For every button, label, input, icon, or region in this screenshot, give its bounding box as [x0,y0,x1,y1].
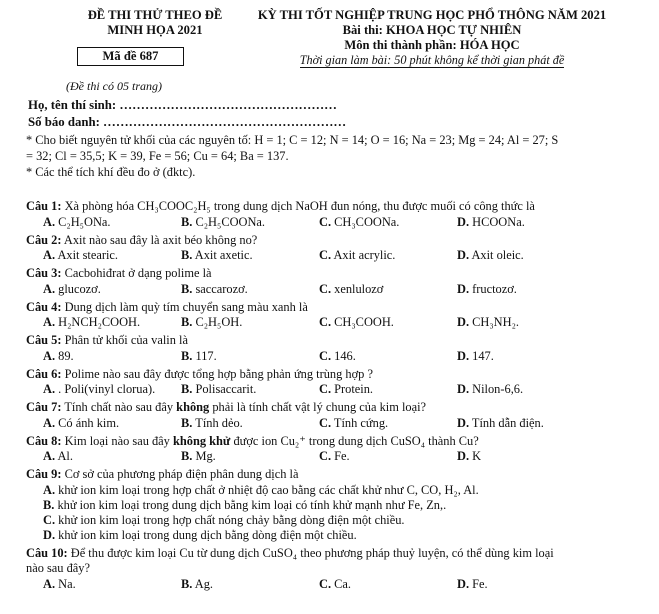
question [26,400,636,431]
option-text: Tính dẻo. [192,415,243,430]
question-stem [26,199,636,215]
option-letter: B. [43,497,55,512]
answer-option [319,248,457,263]
answer-options [26,416,636,431]
option-letter: C. [319,248,332,262]
option-letter: A. [43,281,56,296]
option-letter: B. [181,214,193,229]
answer-option [319,382,457,397]
answer-option [181,349,319,364]
option-letter: A. [43,415,56,430]
answer-option [43,215,181,230]
question-label: Câu 3: [26,266,62,280]
option-letter: B. [181,415,193,430]
option-letter: D. [43,527,56,542]
question-label: Câu 10: [26,545,68,560]
answer-option [43,248,181,263]
option-text: Fe. [331,449,350,463]
answer-option [319,449,457,464]
answer-option [181,215,319,230]
answer-option [43,416,181,431]
option-text: Axit oleic. [469,248,524,262]
answer-option [319,416,457,431]
option-text: fructozơ. [469,281,517,296]
answer-option [181,315,319,330]
option-letter: B. [181,248,193,262]
answer-option [43,449,181,464]
exam-code-box: Mã đề 687 [77,47,184,66]
atomic-mass-note-2: = 32; Cl = 35,5; K = 39, Fe = 56; Cu = 64; Ba = 137. [26,149,289,163]
answer-options [26,315,636,330]
exam-name: Bài thi: KHOA HỌC TỰ NHIÊN [342,23,522,37]
option-text: saccarozơ. [192,281,248,296]
candidate-name-field: Họ, tên thí sinh: …………………………………………… [28,98,337,112]
option-letter: D. [457,382,470,396]
atomic-mass-note-1: * Cho biết nguyên tử khối của các nguyên tố: H = 1; C = 12; N = 14; O = 16; Na = 23; Mg = 24; Al = 27; S [26,133,559,147]
answer-option [43,349,181,364]
question-label: Câu 8: [26,433,62,448]
answer-option [181,577,319,592]
question-text: Polime nào sau đây được tổng hợp bằng phản ứng trùng hợp ? [64,366,373,381]
option-text: Tính cứng. [331,415,389,430]
question-stem [26,266,636,282]
answer-options [26,449,636,464]
answer-option [26,528,636,543]
question-label: Câu 4: [26,299,62,314]
option-text: 117. [192,348,217,363]
question-text: Kim loại nào sau đây [64,433,173,448]
exam-notes [26,132,632,180]
question-stem [26,434,636,450]
option-text: Protein. [331,382,374,396]
option-text: CH₃COOH. [331,315,394,329]
option-letter: A. [43,449,56,463]
option-letter: B. [181,315,193,329]
option-text: Ag. [192,576,214,591]
option-letter: B. [181,281,193,296]
option-letter: B. [181,576,193,591]
option-letter: C. [43,512,56,527]
question [26,199,636,230]
option-letter: D. [457,348,470,363]
option-text: Na. [55,576,76,591]
answer-options [26,248,636,263]
option-text: 146. [331,348,356,363]
answer-option [26,483,636,498]
option-text: C₂H₅COONa. [192,214,266,229]
question-label: Câu 6: [26,366,62,381]
option-text: 147. [469,348,494,363]
question-label: Câu 9: [26,467,62,481]
option-text: HCOONa. [469,214,525,229]
answer-option [43,382,181,397]
candidate-id-field: Số báo danh: ………………………………………………… [28,115,347,129]
option-letter: D. [457,214,470,229]
answer-options [26,349,636,364]
answer-option [319,315,457,330]
question-stem [26,367,636,383]
exam-subject: Môn thi thành phần: HÓA HỌC [344,38,520,52]
option-text: Có ánh kim. [55,415,120,430]
question-stem [26,467,636,483]
answer-option [43,315,181,330]
gas-volume-note: * Các thể tích khí đều đo ở (đktc). [26,165,196,179]
option-text: khử ion kim loại trong dung dịch bằng kim loại có tính khử mạnh như Fe, Zn,. [54,497,447,512]
option-text: H₂NCH₂COOH. [55,315,141,329]
question-text: được ion Cu₂⁺ trong dung dịch CuSO₄ thành Cu? [230,433,479,448]
option-text: Al. [55,449,73,463]
answer-option [181,248,319,263]
question-stem [26,546,636,562]
option-letter: B. [181,348,193,363]
question-text: Axit nào sau đây là axit béo không no? [63,232,258,247]
option-letter: A. [43,315,56,329]
option-letter: C. [319,415,332,430]
question-text-emphasis: không [176,400,210,414]
answer-option [319,282,457,297]
question-text-continued: nào sau đây? [26,561,90,575]
option-letter: A. [43,382,56,396]
question-text: phải là tính chất vật lý chung của kim loại? [209,400,427,414]
option-text: Fe. [469,576,488,591]
option-text: khử ion kim loại trong hợp chất nóng chảy bằng dòng điện một chiều. [55,512,405,527]
option-text: C₂H₅ONa. [55,214,111,229]
option-text: khử ion kim loại trong hợp chất ở nhiệt độ cao bằng các chất khử như C, CO, H₂, Al. [55,482,479,497]
option-letter: C. [319,382,332,396]
answer-option [457,349,494,364]
option-letter: D. [457,281,470,296]
option-letter: B. [181,449,193,463]
option-text: Axit acrylic. [331,248,396,262]
question-label: Câu 7: [26,400,62,414]
option-text: Axit stearic. [55,248,119,262]
option-letter: C. [319,576,332,591]
option-letter: C. [319,348,332,363]
question-text: Dung dịch làm quỳ tím chuyển sang màu xanh là [64,299,308,314]
answer-options [26,282,636,297]
question [26,266,636,297]
answer-option [43,577,181,592]
answer-option [319,215,457,230]
question [26,300,636,331]
question [26,367,636,398]
question-text-emphasis: không khử [172,433,231,448]
answer-option [457,577,488,592]
header-left [50,8,260,38]
answer-option [181,282,319,297]
header-left-line2: MINH HỌA 2021 [107,23,203,37]
question-text: Xà phòng hóa CH₃COOC₂H₅ trong dung dịch NaOH đun nóng, thu được muối có công thức là [64,199,535,213]
option-letter: A. [43,248,56,262]
answer-option [181,416,319,431]
question-label: Câu 1: [26,199,62,213]
option-text: K [469,449,482,463]
header-left-line1: ĐỀ THI THỬ THEO ĐỀ [87,8,223,22]
question-text: Phân tử khối của valin là [64,333,188,347]
question-text: Tính chất nào sau đây [64,400,177,414]
option-letter: A. [43,348,56,363]
question-stem [26,400,636,416]
answer-option [181,449,319,464]
exam-title: KỲ THI TỐT NGHIỆP TRUNG HỌC PHỔ THÔNG NĂM 2021 [257,8,607,22]
option-letter: C. [319,281,332,296]
answer-option [457,382,523,397]
question-label: Câu 2: [26,232,62,247]
answer-option [319,349,457,364]
option-text: Mg. [192,449,216,463]
question-stem [26,300,636,316]
question-text: Cơ sở của phương pháp điện phân dung dịch là [64,467,299,481]
answer-options [26,577,636,592]
candidate-fields [28,97,648,131]
option-text: 89. [55,348,74,363]
question [26,546,636,592]
question-text: Để thu được kim loại Cu từ dung dịch CuSO₄ theo phương pháp thuỷ luyện, có thể dùng kim loại [70,545,554,560]
option-text: . Poli(vinyl clorua). [55,382,156,396]
question [26,233,636,264]
exam-time [232,53,632,68]
answer-option [457,248,524,263]
header-right [232,8,632,68]
question [26,467,636,543]
option-letter: D. [457,576,470,591]
answer-option [457,282,517,297]
option-text: Tính dẫn điện. [469,415,544,430]
question-list [26,199,636,592]
option-letter: C. [319,449,332,463]
question [26,434,636,465]
option-text: CH₃NH₂. [469,315,519,329]
option-text: Polisaccarit. [192,382,257,396]
option-text: Nilon-6,6. [469,382,524,396]
option-text: Axit axetic. [192,248,253,262]
option-text: C₂H₅OH. [192,315,243,329]
option-letter: D. [457,315,470,329]
answer-option [26,498,636,513]
question-text: Cacbohiđrat ở dạng polime là [64,266,212,280]
option-letter: D. [457,248,470,262]
question-stem [26,333,636,349]
answer-options [26,215,636,230]
option-letter: C. [319,214,332,229]
option-letter: A. [43,214,56,229]
answer-option [43,282,181,297]
option-letter: D. [457,449,470,463]
answer-option [457,416,544,431]
exam-time-text: Thời gian làm bài: 50 phút không kể thời gian phát đề [299,53,565,67]
question-label: Câu 5: [26,333,62,347]
option-letter: A. [43,576,56,591]
question-stem [26,233,636,249]
answer-option [26,513,636,528]
option-text: glucozơ. [55,281,101,296]
option-letter: A. [43,482,56,497]
answer-option [457,215,525,230]
answer-option [457,449,481,464]
option-text: xenlulozơ [331,281,384,296]
option-letter: C. [319,315,332,329]
answer-option [181,382,319,397]
option-letter: D. [457,415,470,430]
option-text: CH₃COONa. [331,214,400,229]
answer-options [26,382,636,397]
question [26,333,636,364]
page-count-note: (Đề thi có 05 trang) [66,79,162,93]
option-letter: B. [181,382,193,396]
answer-option [319,577,457,592]
option-text: Ca. [331,576,352,591]
option-text: khử ion kim loại trong dung dịch bằng dòng điện một chiều. [55,527,357,542]
answer-option [457,315,519,330]
